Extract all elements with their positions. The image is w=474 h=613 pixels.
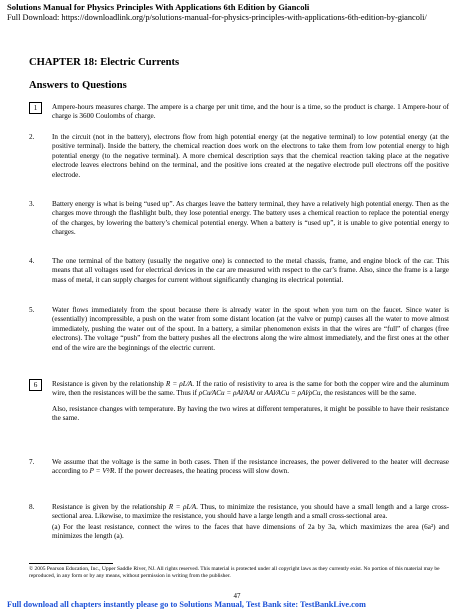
copyright-footnote: © 2005 Pearson Education, Inc., Upper Saddle River, NJ. All rights reserved. This material is protected under all copyright laws as they currently exist. No portion of this material may be reproduced, in any form or by any means, without permission in writing from the publisher.	[29, 566, 440, 579]
answer-item-4	[29, 257, 449, 285]
answer-subpart-a: (a) For the least resistance, connect the wires to the faces that have dimensions of 2a by 3a, which maximizes the area (6a²) and minimizes the length (a).	[52, 522, 449, 541]
answer-text: Water flows immediately from the spout because there is already water in the spout when you turn on the faucet. Since water is (essentially) incompressible, a push on the water from some distant location (at the valve or pump) causes all the water to move almost immediately, pushing the water out of the spout. In a battery, a similar phenomenon exists in that the wires are “full” of charges (free electrons). The voltage “push” from the battery pushes all the electrons along the wire almost immediately, and the first ones at the other end of the wire are the beginnings of the electric current.	[52, 306, 449, 352]
answer-item-2	[29, 133, 449, 180]
answer-text: Resistance is given by the relationship R = ρL⁄A. Thus, to minimize the resistance, you should have a small length and a large cross-sectional area. Likewise, to maximize the resistance, you should have a large length and a small cross-sectional area.	[52, 503, 450, 521]
area-ratio-equation: AAl⁄ACu = ρAl⁄ρCu	[264, 389, 321, 398]
answer-number: 7.	[29, 458, 35, 466]
answer-text: Battery energy is what is being “used up”. As charges leave the battery terminal, they have a relatively high potential energy. Then as the charges move through the flashlight bulb, they lose potential energy. The battery uses a chemical reaction to replace the potential energy of the charges, by lowering the battery’s chemical potential energy. When a battery is “used up”, it is unable to give potential energy to charges.	[52, 200, 449, 237]
document-header-download-link[interactable]: Full Download: https://downloadlink.org/p/solutions-manual-for-physics-principles-with-applications-6th-edition-by-giancoli/	[7, 13, 427, 22]
answer-item-6	[29, 380, 449, 424]
power-equation: P = V²⁄R	[89, 467, 115, 476]
answer-text: Ampere-hours measures charge. The ampere is a charge per unit time, and the hour is a time, so the product is charge. 1 Ampere-hour of charge is 3600 Coulombs of charge.	[52, 103, 449, 121]
answer-text: We assume that the voltage is the same in both cases. Then if the resistance increases, the power delivered to the heater will decrease according to P = V²⁄R. If the power decreases, the heating process will slow down.	[52, 458, 449, 476]
answer-item-5	[29, 306, 449, 353]
download-footer-link[interactable]: Full download all chapters instantly please go to Solutions Manual, Test Bank site: TestBankLive.com	[7, 600, 366, 609]
answer-number: 3.	[29, 200, 35, 208]
answer-number: 2.	[29, 133, 35, 141]
answer-item-8	[29, 503, 449, 542]
answer-text-2: Also, resistance changes with temperature. By having the two wires at different temperatures, it might be possible to have their resistance the same.	[52, 404, 449, 423]
answer-item-1	[29, 103, 449, 122]
answer-text: In the circuit (not in the battery), electrons flow from high potential energy (at the negative terminal) to low potential energy (at the positive terminal). Inside the battery, the chemical reaction does work on the electrons to take them from low potential energy to high potential energy (to the negative terminal). A more chemical description says that the chemical reaction taking place at the negative electrode leaves electrons behind on the terminal, and the positive ions created at the negative electrode pull electrons off the positive electrode.	[52, 133, 449, 179]
answer-item-7	[29, 458, 449, 477]
section-title: Answers to Questions	[29, 80, 127, 91]
answer-text: The one terminal of the battery (usually the negative one) is connected to the metal chassis, frame, and engine block of the car. This means that all voltages used for electrical devices in the car are measured with respect to the car’s frame. Also, since the frame is a large mass of metal, it can supply charges for current without significantly changing its electrical potential.	[52, 257, 449, 284]
document-header-title: Solutions Manual for Physics Principles With Applications 6th Edition by Giancoli	[7, 2, 310, 12]
answer-number: 5.	[29, 306, 35, 314]
resistance-equation: R = ρL⁄A	[168, 503, 197, 511]
answer-item-3	[29, 200, 449, 238]
answer-number: 4.	[29, 257, 35, 265]
footnote-divider	[29, 563, 113, 564]
resistivity-ratio-equation: ρCu⁄ACu = ρAl⁄AAl	[198, 389, 255, 398]
answer-number: 8.	[29, 503, 35, 511]
resistance-equation: R = ρL⁄A	[165, 380, 193, 388]
answer-text: Resistance is given by the relationship R = ρL⁄A. If the ratio of resistivity to area is the same for both the copper wire and the aluminum wire, then the resistances will be the same. Thus if ρCu⁄ACu = ρAl⁄AAl or AAl⁄ACu = ρAl⁄ρCu, the resistances will be the same.	[52, 380, 450, 398]
chapter-title: CHAPTER 18: Electric Currents	[29, 57, 180, 68]
answer-number: 6	[29, 379, 42, 391]
answer-number: 1	[29, 102, 42, 114]
page-number: 47	[233, 592, 241, 600]
